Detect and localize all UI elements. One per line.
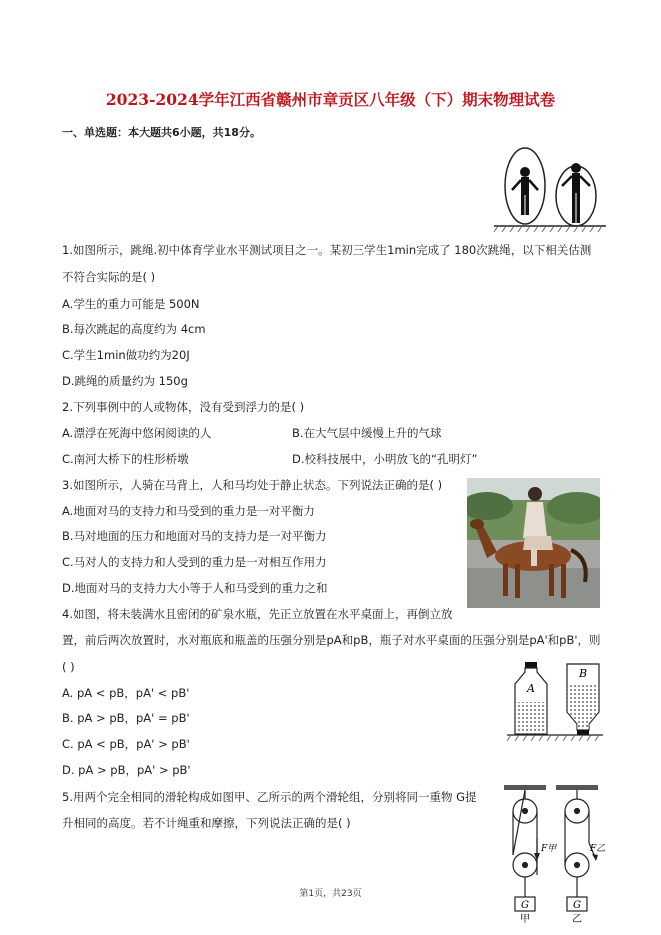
q2-stem: 2.下列事例中的人或物体，没有受到浮力的是( ) [62, 400, 305, 414]
q4-stem-line1: 4.如图，将未装满水且密闭的矿泉水瓶，先正立放置在水平桌面上，再倒立放 [62, 607, 453, 621]
q1-option-d: D.跳绳的质量约为 150g [62, 374, 188, 388]
bottles-figure [505, 660, 605, 742]
q4-stem-line2: 置，前后两次放置时，水对瓶底和瓶盖的压强分别是pA和pB，瓶子对水平桌面的压强分别是pA'和pB'，则 [62, 633, 601, 647]
weight-jia-label: G [521, 900, 529, 911]
q2-option-a: A.漂浮在死海中悠闲阅读的人 [62, 426, 212, 440]
weight-yi-label: G [573, 900, 581, 911]
q3-option-a: A.地面对马的支持力和马受到的重力是一对平衡力 [62, 504, 315, 518]
q3-stem: 3.如图所示，人骑在马背上，人和马均处于静止状态。下列说法正确的是( ) [62, 478, 443, 492]
bottle-b-label: B [578, 667, 588, 680]
q3-option-b: B.马对地面的压力和地面对马的支持力是一对平衡力 [62, 529, 327, 543]
label-jia: 甲 [520, 914, 530, 923]
q3-option-c: C.马对人的支持力和人受到的重力是一对相互作用力 [62, 555, 327, 569]
q4-option-d: D. pA > pB，pA' > pB' [62, 763, 191, 777]
q2-option-c: C.南河大桥下的柱形桥墩 [62, 452, 189, 466]
q4-option-a: A. pA < pB，pA' < pB' [62, 686, 190, 700]
section-heading: 一、单选题：本大题共6小题，共18分。 [62, 126, 261, 139]
q2-option-b: B.在大气层中缓慢上升的气球 [292, 426, 442, 440]
force-yi-label: F乙 [590, 844, 605, 854]
q4-option-c: C. pA < pB，pA' > pB' [62, 737, 190, 751]
q2-option-d: D.校科技展中，小明放飞的“孔明灯” [292, 452, 478, 466]
q3-option-d: D.地面对马的支持力大小等于人和马受到的重力之和 [62, 581, 328, 595]
q1-stem-line1: 1.如图所示，跳绳.初中体育学业水平测试项目之一。某初三学生1min完成了 180次跳绳，以下相关估测 [62, 243, 592, 257]
jump-rope-figure [492, 146, 608, 232]
q4-stem-line3: ( ) [62, 660, 75, 674]
q1-option-a: A.学生的重力可能是 500N [62, 297, 200, 311]
page-title: 2023-2024学年江西省赣州市章贡区八年级（下）期末物理试卷 [105, 90, 556, 109]
q1-option-c: C.学生1min做功约为20J [62, 348, 190, 362]
page-footer: 第1页，共23页 [299, 889, 362, 899]
label-yi: 乙 [572, 914, 582, 923]
q1-option-b: B.每次跳起的高度约为 4cm [62, 322, 206, 336]
q4-option-b: B. pA > pB，pA' = pB' [62, 711, 190, 725]
pulley-figure [500, 783, 605, 923]
force-jia-label: F甲 [541, 844, 557, 854]
horse-rider-photo [467, 478, 600, 608]
q5-stem-line2: 升相同的高度。若不计绳重和摩擦，下列说法正确的是( ) [62, 816, 351, 830]
q1-stem-line2: 不符合实际的是( ) [62, 270, 156, 284]
bottle-a-label: A [527, 682, 535, 695]
q5-stem-line1: 5.用两个完全相同的滑轮构成如图甲、乙所示的两个滑轮组，分别将同一重物 G提 [62, 790, 477, 804]
